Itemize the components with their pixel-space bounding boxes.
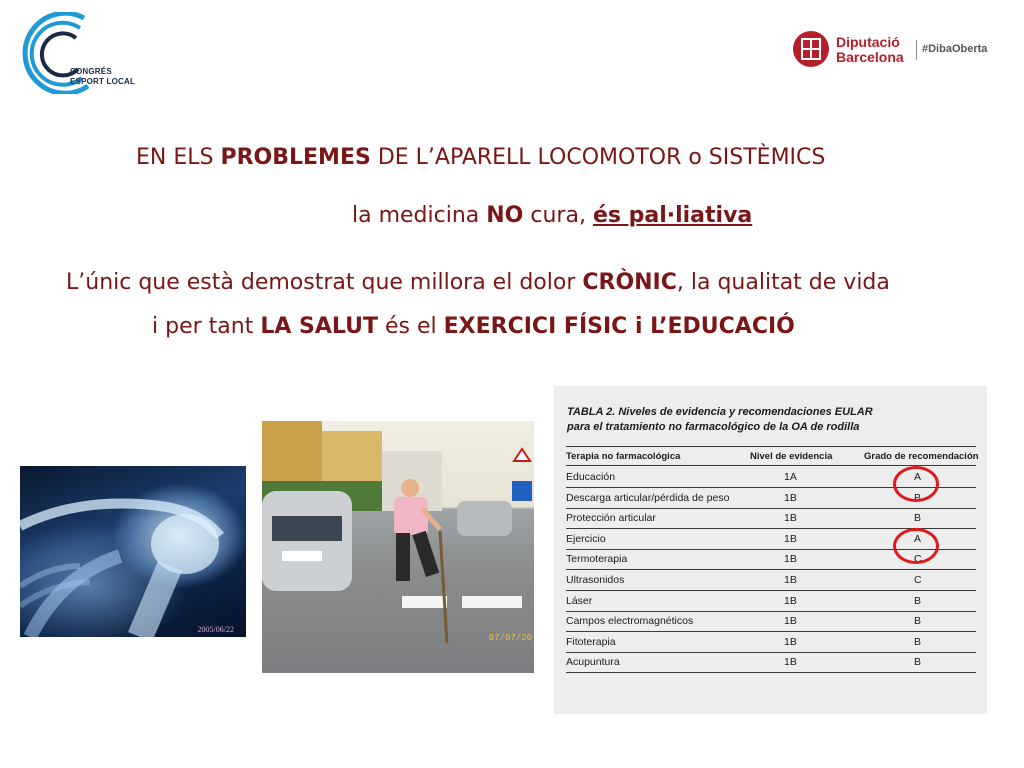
highlight-circle — [893, 466, 939, 502]
text-segment: EN ELS — [136, 145, 221, 170]
logo-line1: CONGRÉS — [70, 67, 112, 76]
table-row — [566, 632, 976, 653]
therapy-cell: Campos electromagnéticos — [566, 615, 694, 628]
text-segment: , la qualitat de vida — [676, 270, 890, 295]
grade-cell: B — [914, 491, 922, 504]
evidence-cell: 1A — [784, 471, 797, 483]
therapy-cell: Educación — [566, 471, 616, 483]
table-row — [566, 570, 976, 591]
grade-cell: B — [914, 635, 922, 648]
grade-cell: C — [914, 553, 922, 566]
logo-divider — [916, 40, 917, 60]
text-emphasis: CRÒNIC — [582, 270, 677, 295]
hashtag-label: #DibaOberta — [922, 43, 988, 55]
logo-line2: ESPORT LOCAL — [70, 77, 136, 86]
evidence-cell: 1B — [784, 574, 797, 586]
grade-cell: B — [914, 615, 922, 628]
table-header-recommendation: Grado de recomendación — [864, 451, 979, 462]
table-rule — [566, 446, 976, 447]
evidence-cell: 1B — [784, 635, 797, 648]
heading-line-4 — [152, 314, 795, 339]
text-segment: L’únic que està demostrat que millora el dolor — [66, 270, 583, 295]
text-segment: cura, — [523, 203, 593, 228]
photo-date-stamp: 07/07/20 — [488, 633, 532, 643]
grade-cell: A — [914, 532, 922, 545]
diputacio-name — [836, 35, 904, 65]
therapy-cell: Ejercicio — [566, 532, 606, 545]
evidence-cell: 1B — [784, 615, 797, 628]
text-emphasis: PROBLEMES — [220, 145, 371, 170]
text-emphasis: LA SALUT — [260, 314, 379, 339]
therapy-cell: Ultrasonidos — [566, 574, 625, 586]
grade-cell: B — [914, 656, 922, 669]
elderly-man-crossing-photo — [262, 421, 534, 673]
evidence-cell: 1B — [784, 512, 797, 525]
therapy-cell: Láser — [566, 594, 593, 607]
therapy-cell: Descarga articular/pérdida de peso — [566, 491, 730, 504]
table-header-evidence: Nivel de evidencia — [750, 451, 833, 462]
therapy-cell: Protección articular — [566, 512, 656, 525]
evidence-cell: 1B — [784, 656, 797, 669]
grade-cell: C — [914, 574, 922, 586]
diputacio-barcelona-logo — [792, 30, 1002, 68]
name-line2: Barcelona — [836, 49, 904, 65]
table-header-therapy: Terapia no farmacológica — [566, 451, 681, 462]
evidence-cell: 1B — [784, 491, 797, 504]
therapy-cell: Fitoterapia — [566, 635, 616, 648]
therapy-cell: Acupuntura — [566, 656, 620, 669]
text-segment: i per tant — [152, 314, 261, 339]
text-emphasis: NO — [486, 203, 524, 228]
name-line1: Diputació — [836, 34, 900, 50]
table-row — [566, 652, 976, 673]
shoulder-xray-image — [20, 466, 246, 637]
therapy-cell: Termoterapia — [566, 553, 628, 566]
evidence-cell: 1B — [784, 532, 797, 545]
text-segment: DE L’APARELL LOCOMOTOR o SISTÈMICS — [370, 145, 826, 170]
evidence-cell: 1B — [784, 594, 797, 607]
grade-cell: A — [914, 471, 922, 483]
xray-bones-icon — [20, 466, 246, 637]
table-row — [566, 591, 976, 612]
table-row — [566, 508, 976, 529]
text-segment: la medicina — [352, 203, 487, 228]
xray-date-stamp: 2005/06/22 — [197, 625, 234, 634]
heading-line-1 — [136, 145, 825, 170]
text-underlined: és pal·liativa — [592, 203, 753, 228]
text-segment: és el — [378, 314, 444, 339]
text-emphasis: EXERCICI FÍSIC i L’EDUCACIÓ — [443, 314, 795, 339]
logo-text — [70, 67, 135, 87]
table-title — [567, 405, 873, 435]
table-title-line2: para el tratamiento no farmacológico de la OA de rodilla — [567, 421, 860, 433]
eular-table-scan — [554, 386, 987, 714]
heading-line-3 — [66, 270, 890, 295]
grade-cell: B — [914, 594, 922, 607]
evidence-cell: 1B — [784, 553, 797, 566]
congres-esport-local-logo — [18, 12, 158, 94]
grade-cell: B — [914, 512, 922, 525]
highlight-circle — [893, 528, 939, 564]
table-title-line1: TABLA 2. Niveles de evidencia y recomendaciones EULAR — [567, 406, 873, 418]
heading-line-2 — [352, 203, 752, 228]
table-row — [566, 611, 976, 632]
diputacio-emblem-icon — [792, 30, 830, 68]
